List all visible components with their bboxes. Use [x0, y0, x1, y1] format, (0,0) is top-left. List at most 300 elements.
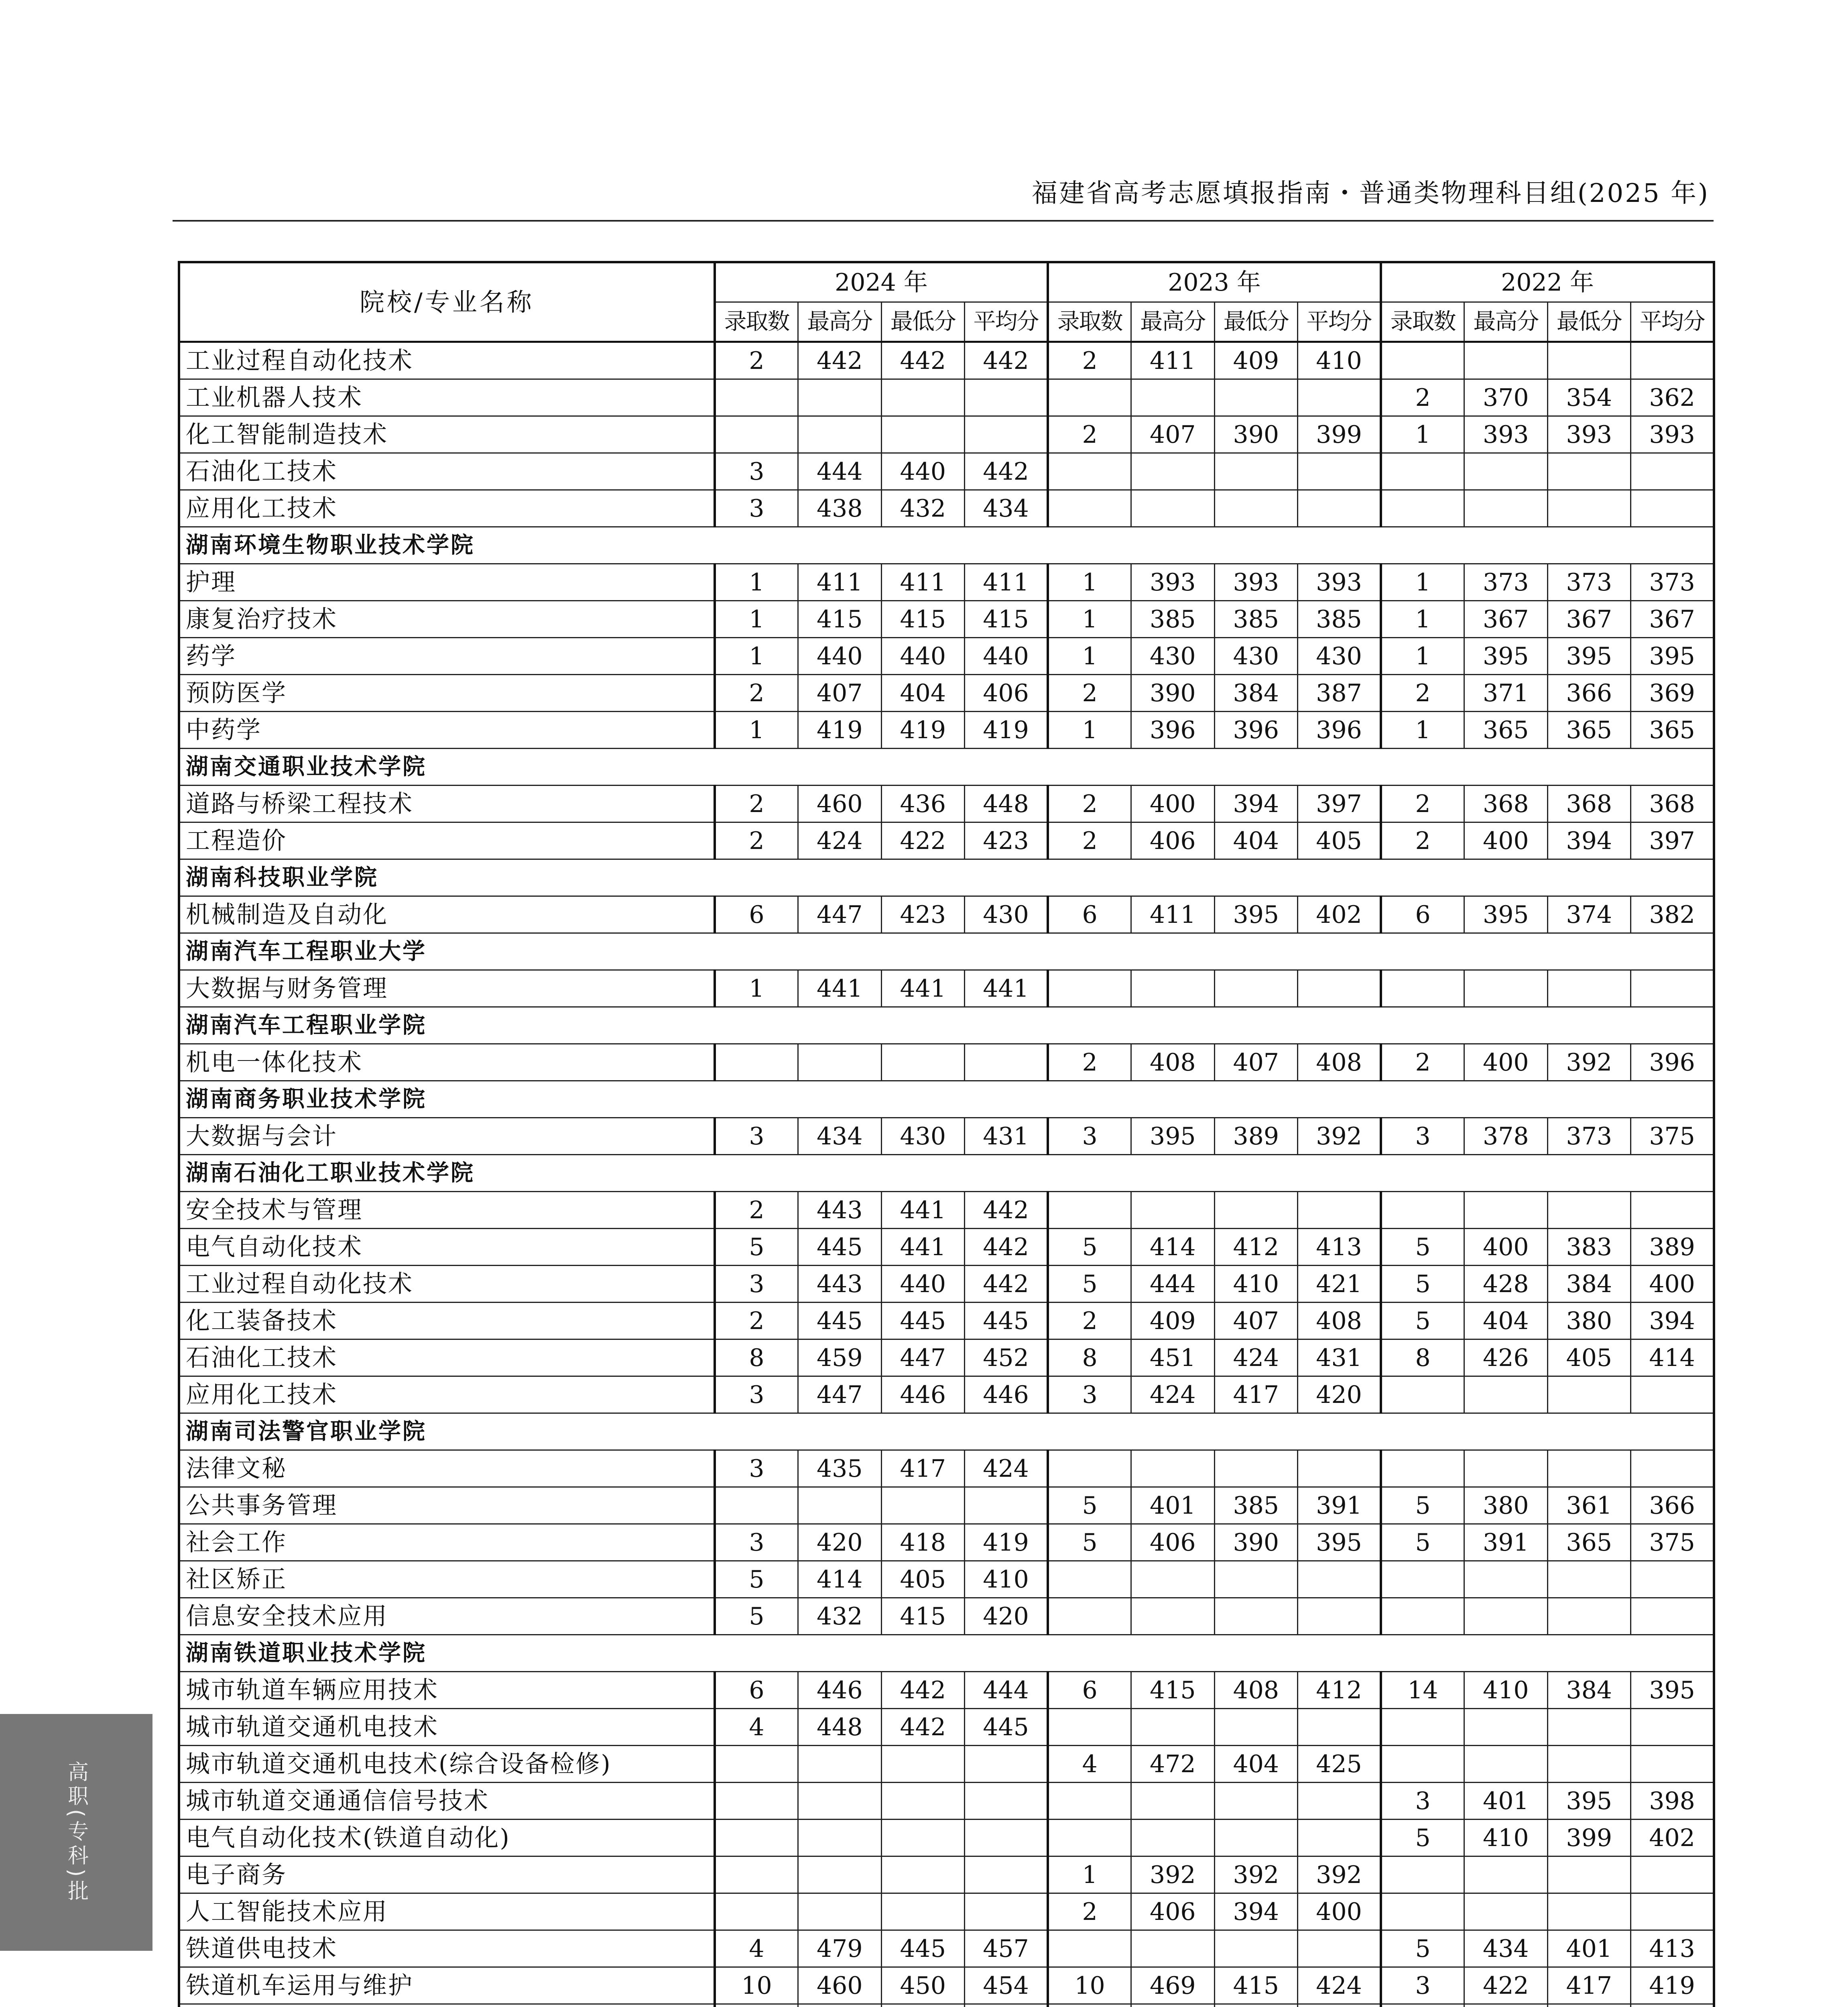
score-cell: 404 [1464, 1303, 1548, 1339]
score-cell [1298, 1783, 1381, 1820]
sub-header-cell: 最低分 [881, 302, 965, 342]
score-cell [1298, 1930, 1381, 1967]
admission-score-table [178, 261, 1715, 2007]
score-cell [881, 2004, 965, 2007]
major-name: 预防医学 [179, 675, 715, 712]
score-cell: 393 [1464, 416, 1548, 453]
college-name: 湖南商务职业技术学院 [179, 1081, 1714, 1118]
score-cell: 14 [1381, 1672, 1464, 1709]
score-cell [715, 416, 798, 453]
score-cell [1048, 1820, 1131, 1856]
score-cell: 397 [1631, 822, 1714, 859]
college-name: 湖南汽车工程职业学院 [179, 1007, 1714, 1044]
score-cell: 5 [1048, 1266, 1131, 1303]
sub-header-cell: 录取数 [1381, 302, 1464, 342]
score-cell [798, 1893, 882, 1930]
score-cell: 8 [715, 1339, 798, 1376]
table-row [179, 1893, 1714, 1930]
score-cell [1131, 2004, 1215, 2007]
score-cell [1381, 970, 1464, 1007]
score-cell [1048, 1783, 1131, 1820]
score-cell: 6 [1381, 896, 1464, 933]
score-cell: 440 [965, 638, 1048, 675]
year-header-2022: 2022 年 [1381, 262, 1714, 302]
score-cell: 414 [1631, 1339, 1714, 1376]
table-row [179, 638, 1714, 675]
score-cell [1214, 1192, 1298, 1229]
major-name: 铁道机车运用与维护 [179, 1967, 715, 2004]
score-cell [1214, 970, 1298, 1007]
score-cell: 405 [1547, 1339, 1631, 1376]
score-cell [1048, 453, 1131, 490]
score-cell: 1 [1048, 712, 1131, 749]
score-cell: 402 [1631, 1820, 1714, 1856]
section-side-tab [0, 1714, 152, 1951]
score-cell: 411 [1131, 342, 1215, 379]
table-row [179, 712, 1714, 749]
score-cell [1214, 1820, 1298, 1856]
score-cell: 448 [798, 1709, 882, 1746]
score-cell: 5 [1381, 1524, 1464, 1561]
score-cell: 423 [881, 896, 965, 933]
score-cell: 385 [1214, 601, 1298, 638]
score-cell: 384 [1547, 1672, 1631, 1709]
score-cell [1048, 2004, 1131, 2007]
table-row [179, 1266, 1714, 1303]
score-cell: 419 [965, 712, 1048, 749]
score-cell [715, 1820, 798, 1856]
score-cell: 423 [965, 822, 1048, 859]
score-cell: 445 [881, 1930, 965, 1967]
score-cell: 395 [1298, 1524, 1381, 1561]
score-cell [1298, 970, 1381, 1007]
table-row [179, 970, 1714, 1007]
score-cell: 6 [1048, 896, 1131, 933]
table-row [179, 675, 1714, 712]
score-cell: 400 [1464, 822, 1548, 859]
sub-header-cell: 最高分 [798, 302, 882, 342]
score-cell: 4 [715, 1930, 798, 1967]
score-cell: 422 [881, 822, 965, 859]
score-cell: 428 [1464, 1266, 1548, 1303]
score-cell: 6 [1048, 1672, 1131, 1709]
score-cell [1464, 1598, 1548, 1635]
table-row [179, 1746, 1714, 1783]
score-cell: 3 [1381, 1967, 1464, 2004]
score-cell: 391 [1464, 1524, 1548, 1561]
score-cell: 395 [1131, 1118, 1215, 1155]
score-cell: 3 [715, 1118, 798, 1155]
score-cell: 454 [965, 1967, 1048, 2004]
score-cell [715, 1044, 798, 1081]
score-cell: 435 [798, 1450, 882, 1487]
score-cell: 441 [881, 1192, 965, 1229]
major-name: 信息安全技术应用 [179, 1598, 715, 1635]
score-cell: 371 [1464, 675, 1548, 712]
score-cell: 447 [798, 896, 882, 933]
score-cell: 3 [715, 1376, 798, 1413]
score-cell: 420 [965, 1598, 1048, 1635]
score-cell: 366 [1547, 675, 1631, 712]
score-cell [1464, 1709, 1548, 1746]
score-cell [715, 1487, 798, 1524]
score-cell [1547, 453, 1631, 490]
score-cell [1048, 1598, 1131, 1635]
score-cell [1631, 1192, 1714, 1229]
major-name [179, 2004, 715, 2007]
score-cell [1631, 453, 1714, 490]
table-row [179, 1524, 1714, 1561]
score-cell [1048, 1192, 1131, 1229]
score-cell [715, 1746, 798, 1783]
score-cell [1547, 490, 1631, 527]
score-cell: 10 [715, 1967, 798, 2004]
score-cell: 405 [881, 1561, 965, 1598]
score-cell: 411 [1131, 896, 1215, 933]
score-cell [1214, 1709, 1298, 1746]
score-cell [1298, 1450, 1381, 1487]
score-cell: 2 [1048, 1893, 1131, 1930]
score-cell [1381, 490, 1464, 527]
score-cell [1131, 970, 1215, 1007]
score-cell [1131, 1820, 1215, 1856]
score-cell: 410 [1464, 1820, 1548, 1856]
table-row [179, 1820, 1714, 1856]
score-cell: 1 [1381, 601, 1464, 638]
score-cell: 442 [881, 1672, 965, 1709]
score-cell: 431 [1298, 1339, 1381, 1376]
major-name: 工业过程自动化技术 [179, 1266, 715, 1303]
score-cell: 394 [1631, 1303, 1714, 1339]
score-cell: 369 [1631, 675, 1714, 712]
score-cell: 404 [1214, 1746, 1298, 1783]
score-cell: 5 [1048, 1229, 1131, 1266]
score-cell: 1 [715, 970, 798, 1007]
score-cell: 2 [715, 342, 798, 379]
score-cell: 3 [715, 490, 798, 527]
score-cell [1547, 1192, 1631, 1229]
score-cell: 399 [1298, 416, 1381, 453]
score-cell: 404 [881, 675, 965, 712]
major-name: 工业过程自动化技术 [179, 342, 715, 379]
table-row [179, 1229, 1714, 1266]
score-cell: 452 [965, 1339, 1048, 1376]
score-cell: 1 [715, 564, 798, 601]
score-cell: 424 [1298, 1967, 1381, 2004]
score-cell: 4 [715, 1709, 798, 1746]
score-cell [1464, 1192, 1548, 1229]
score-cell: 400 [1464, 1044, 1548, 1081]
score-cell [1381, 1746, 1464, 1783]
major-name: 社会工作 [179, 1524, 715, 1561]
score-cell: 5 [715, 1561, 798, 1598]
score-cell: 2 [715, 675, 798, 712]
score-cell [1631, 1709, 1714, 1746]
score-cell: 415 [1214, 1967, 1298, 2004]
score-cell: 3 [715, 453, 798, 490]
major-name: 法律文秘 [179, 1450, 715, 1487]
score-cell [1464, 490, 1548, 527]
score-cell [881, 1487, 965, 1524]
major-name: 人工智能技术应用 [179, 1893, 715, 1930]
score-cell [965, 2004, 1048, 2007]
sub-header-cell: 最高分 [1131, 302, 1215, 342]
score-cell: 5 [1381, 1266, 1464, 1303]
score-cell: 373 [1547, 564, 1631, 601]
score-cell: 3 [1048, 1118, 1131, 1155]
score-cell [798, 416, 882, 453]
score-cell: 367 [1631, 601, 1714, 638]
score-cell [1464, 970, 1548, 1007]
score-cell [1214, 1783, 1298, 1820]
score-cell [881, 1044, 965, 1081]
score-cell: 436 [881, 786, 965, 822]
score-cell [965, 1893, 1048, 1930]
score-cell: 442 [965, 1192, 1048, 1229]
score-cell: 410 [1298, 342, 1381, 379]
score-cell [1131, 1783, 1215, 1820]
score-cell [1547, 1561, 1631, 1598]
score-cell [1048, 490, 1131, 527]
score-cell [1631, 1598, 1714, 1635]
college-row [179, 1081, 1714, 1118]
section-side-tab-label: 高职(专科)批 [64, 1761, 88, 1904]
score-cell: 446 [965, 1376, 1048, 1413]
major-name: 康复治疗技术 [179, 601, 715, 638]
score-cell [1631, 1856, 1714, 1893]
score-cell: 469 [1131, 1967, 1215, 2004]
score-cell: 395 [1214, 896, 1298, 933]
college-major-name-header: 院校/专业名称 [179, 262, 715, 342]
score-cell [1547, 1598, 1631, 1635]
score-cell: 375 [1631, 1118, 1714, 1155]
score-cell [1547, 1376, 1631, 1413]
score-cell: 444 [965, 1672, 1048, 1709]
score-cell: 396 [1131, 712, 1215, 749]
major-name: 大数据与财务管理 [179, 970, 715, 1007]
college-name: 湖南汽车工程职业大学 [179, 933, 1714, 970]
score-cell: 405 [1298, 822, 1381, 859]
score-cell: 2 [1048, 1303, 1131, 1339]
score-cell: 411 [965, 564, 1048, 601]
college-row [179, 1413, 1714, 1450]
score-cell [881, 1893, 965, 1930]
score-cell: 409 [1214, 342, 1298, 379]
score-cell [965, 1487, 1048, 1524]
table-row [179, 822, 1714, 859]
score-cell [1214, 2004, 1298, 2007]
score-cell: 425 [1298, 1746, 1381, 1783]
score-cell: 430 [1131, 638, 1215, 675]
score-cell [1381, 342, 1464, 379]
score-cell: 373 [1631, 564, 1714, 601]
score-cell [1464, 2004, 1548, 2007]
score-cell: 365 [1547, 1524, 1631, 1561]
score-cell: 1 [1381, 416, 1464, 453]
score-cell: 406 [1131, 1893, 1215, 1930]
score-cell [965, 1783, 1048, 1820]
score-cell [1048, 379, 1131, 416]
sub-header-cell: 最高分 [1464, 302, 1548, 342]
score-cell: 446 [798, 1672, 882, 1709]
score-cell [715, 1783, 798, 1820]
score-cell: 417 [1547, 1967, 1631, 2004]
college-row [179, 1635, 1714, 1672]
score-cell: 385 [1214, 1487, 1298, 1524]
score-cell: 445 [965, 1709, 1048, 1746]
score-cell: 3 [715, 1450, 798, 1487]
score-cell [1464, 342, 1548, 379]
table-row [179, 1709, 1714, 1746]
college-row [179, 933, 1714, 970]
score-cell: 424 [965, 1450, 1048, 1487]
score-cell [798, 379, 882, 416]
score-cell [1131, 1598, 1215, 1635]
score-cell: 404 [1214, 822, 1298, 859]
score-cell: 390 [1214, 1524, 1298, 1561]
score-cell [1547, 342, 1631, 379]
score-cell [1464, 1561, 1548, 1598]
score-cell: 395 [1464, 896, 1548, 933]
college-name: 湖南司法警官职业学院 [179, 1413, 1714, 1450]
score-cell: 418 [881, 1524, 965, 1561]
score-cell [1631, 490, 1714, 527]
score-cell: 392 [1214, 1856, 1298, 1893]
score-cell: 365 [1631, 712, 1714, 749]
score-cell: 400 [1464, 1229, 1548, 1266]
score-cell [798, 1820, 882, 1856]
score-cell: 1 [1048, 564, 1131, 601]
table-row [179, 1192, 1714, 1229]
score-cell: 3 [1048, 1376, 1131, 1413]
score-cell: 2 [1381, 822, 1464, 859]
score-cell: 442 [881, 1709, 965, 1746]
score-cell: 375 [1631, 1524, 1714, 1561]
score-cell: 479 [798, 1930, 882, 1967]
score-cell [1131, 490, 1215, 527]
score-cell [1547, 1856, 1631, 1893]
score-cell: 3 [1381, 1118, 1464, 1155]
score-cell: 402 [1298, 896, 1381, 933]
college-row [179, 1007, 1714, 1044]
table-row [179, 786, 1714, 822]
score-cell: 451 [1131, 1339, 1215, 1376]
table-row [179, 490, 1714, 527]
table-row [179, 1376, 1714, 1413]
score-cell [1381, 2004, 1464, 2007]
score-cell: 392 [1298, 1118, 1381, 1155]
score-cell: 424 [1131, 1376, 1215, 1413]
score-cell [1048, 1709, 1131, 1746]
score-cell: 410 [965, 1561, 1048, 1598]
score-cell: 445 [881, 1303, 965, 1339]
score-cell: 389 [1214, 1118, 1298, 1155]
score-cell: 442 [965, 1229, 1048, 1266]
score-cell: 415 [965, 601, 1048, 638]
table-row [179, 896, 1714, 933]
score-cell: 442 [965, 1266, 1048, 1303]
table-row [179, 2004, 1714, 2007]
major-name: 城市轨道交通通信信号技术 [179, 1783, 715, 1820]
score-cell: 430 [965, 896, 1048, 933]
score-cell: 446 [881, 1376, 965, 1413]
score-cell: 430 [1298, 638, 1381, 675]
score-cell: 430 [1214, 638, 1298, 675]
score-cell [1298, 490, 1381, 527]
score-cell: 365 [1547, 712, 1631, 749]
score-cell: 394 [1547, 822, 1631, 859]
score-cell: 1 [715, 712, 798, 749]
score-cell: 407 [1131, 416, 1215, 453]
score-cell [1631, 1376, 1714, 1413]
score-cell [1381, 1450, 1464, 1487]
score-cell: 387 [1298, 675, 1381, 712]
score-cell: 5 [1381, 1303, 1464, 1339]
year-header-2023: 2023 年 [1048, 262, 1381, 302]
score-cell: 373 [1547, 1118, 1631, 1155]
score-cell: 5 [1048, 1524, 1131, 1561]
score-cell [1048, 970, 1131, 1007]
major-name: 应用化工技术 [179, 1376, 715, 1413]
score-cell: 447 [881, 1339, 965, 1376]
table-row [179, 1856, 1714, 1893]
score-cell: 445 [798, 1229, 882, 1266]
score-cell [1381, 1376, 1464, 1413]
score-cell [715, 379, 798, 416]
score-cell [1631, 1893, 1714, 1930]
major-name: 社区矫正 [179, 1561, 715, 1598]
score-cell: 415 [1131, 1672, 1215, 1709]
table-row [179, 379, 1714, 416]
score-cell: 5 [1381, 1487, 1464, 1524]
score-cell: 10 [1048, 1967, 1131, 2004]
major-name: 工程造价 [179, 822, 715, 859]
score-cell [1298, 1598, 1381, 1635]
score-cell: 400 [1298, 1893, 1381, 1930]
score-cell: 354 [1547, 379, 1631, 416]
score-cell [798, 1856, 882, 1893]
score-cell: 390 [1131, 675, 1215, 712]
score-cell: 390 [1214, 416, 1298, 453]
page-header-title: 福建省高考志愿填报指南・普通类物理科目组(2025 年) [1031, 179, 1710, 208]
score-cell: 441 [881, 1229, 965, 1266]
score-cell [1214, 1598, 1298, 1635]
score-cell: 3 [715, 1266, 798, 1303]
score-cell: 395 [1464, 638, 1548, 675]
score-cell: 396 [1214, 712, 1298, 749]
major-name: 化工装备技术 [179, 1303, 715, 1339]
score-cell: 2 [715, 1192, 798, 1229]
major-name: 城市轨道交通机电技术(综合设备检修) [179, 1746, 715, 1783]
score-cell: 408 [1214, 1672, 1298, 1709]
sub-header-cell: 平均分 [1298, 302, 1381, 342]
score-cell: 393 [1214, 564, 1298, 601]
score-cell [1298, 1709, 1381, 1746]
score-cell: 398 [1631, 1783, 1714, 1820]
score-cell [1381, 1893, 1464, 1930]
score-cell: 441 [881, 970, 965, 1007]
score-cell [1381, 1709, 1464, 1746]
sub-header-cell: 录取数 [1048, 302, 1131, 342]
score-cell [715, 1856, 798, 1893]
score-cell: 440 [881, 638, 965, 675]
score-cell: 1 [715, 638, 798, 675]
score-cell: 410 [1214, 1266, 1298, 1303]
score-cell: 1 [1048, 638, 1131, 675]
score-cell: 420 [1298, 1376, 1381, 1413]
score-cell: 417 [1214, 1376, 1298, 1413]
score-cell: 448 [965, 786, 1048, 822]
